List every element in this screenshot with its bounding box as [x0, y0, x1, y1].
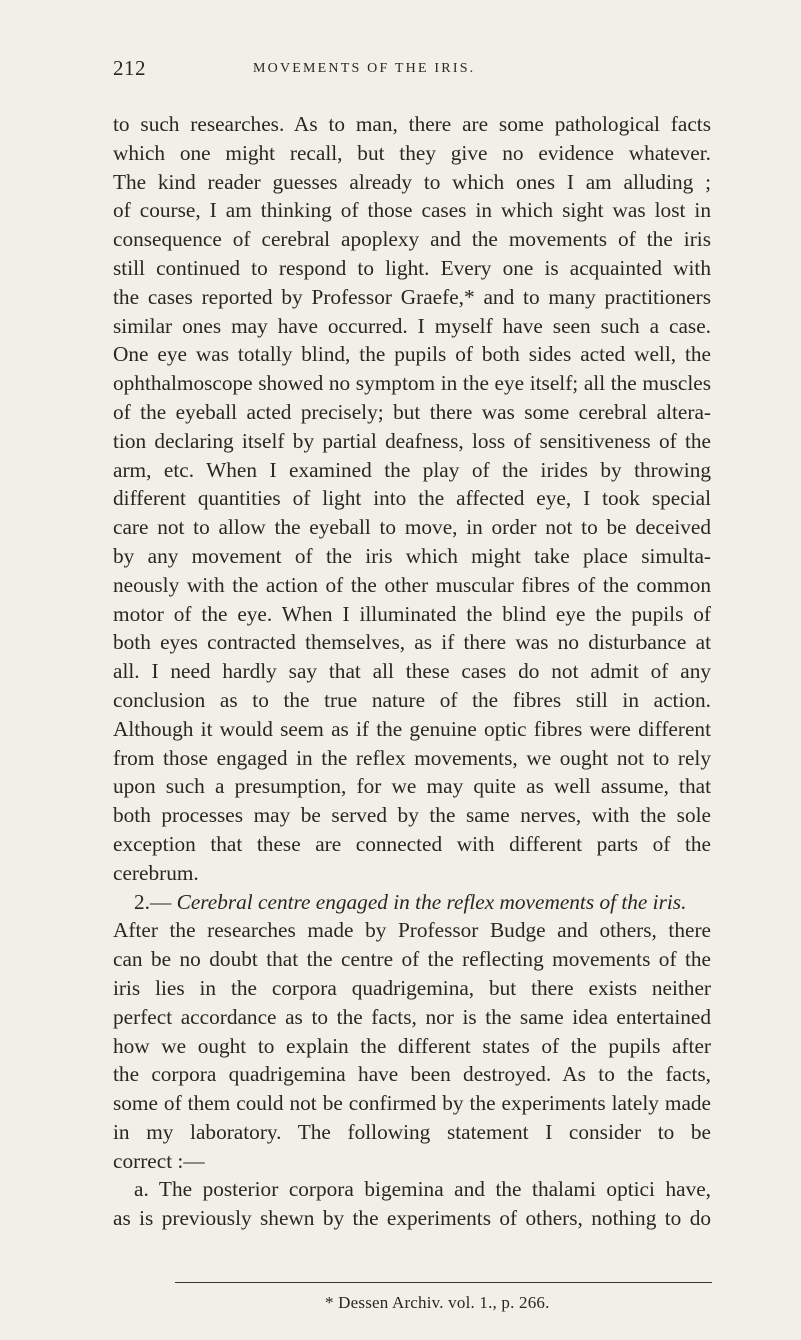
text-line: upon such a presumption, for we may quite as well assume, that [113, 774, 711, 799]
text-line: After the researches made by Professor Budge and others, there [113, 918, 711, 943]
text-line: ophthalmoscope showed no symptom in the eye itself; all the muscles [113, 371, 711, 396]
text-line: Although it would seem as if the genuine optic fibres were different [113, 716, 711, 741]
text-line: consequence of cerebral apoplexy and the movements of the iris [113, 227, 711, 252]
text-line: by any movement of the iris which might take place simulta- [113, 543, 711, 568]
text-line: which one might recall, but they give no evidence whatever. [113, 140, 711, 165]
text-line: care not to allow the eyeball to move, in order not to be deceived [113, 515, 711, 540]
footnote-divider [175, 1282, 712, 1283]
section-title: Cerebral centre engaged in the reflex movements of the iris. [176, 889, 687, 914]
text-line: arm, etc. When I examined the play of the irides by throwing [113, 457, 711, 482]
section-heading-line [113, 888, 711, 917]
text-line: tion declaring itself by partial deafness, loss of sensitiveness of the [113, 428, 711, 453]
text-line: exception that these are connected with different parts of the [113, 831, 711, 856]
text-line: all. I need hardly say that all these cases do not admit of any [113, 659, 711, 684]
text-line: of the eyeball acted precisely; but there was some cerebral altera- [113, 399, 711, 424]
text-line: the corpora quadrigemina have been destroyed. As to the facts, [113, 1062, 711, 1087]
text-line: both eyes contracted themselves, as if there was no disturbance at [113, 630, 711, 655]
text-line: One eye was totally blind, the pupils of both sides acted well, the [113, 342, 711, 367]
text-line: to such researches. As to man, there are some pathological facts [113, 112, 711, 136]
text-line: correct :— [113, 1148, 205, 1173]
text-line: some of them could not be confirmed by the experiments lately made [113, 1091, 711, 1116]
text-line: different quantities of light into the affected eye, I took special [113, 486, 711, 511]
text-line: neously with the action of the other muscular fibres of the common [113, 572, 711, 597]
text-line: the cases reported by Professor Graefe,* and to many practitioners [113, 284, 711, 309]
text-line: still continued to respond to light. Every one is acquainted with [113, 255, 711, 280]
text-line: The kind reader guesses already to which ones I am alluding ; [113, 169, 711, 194]
section-number: 2.— [134, 889, 172, 914]
text-line: cerebrum. [113, 860, 199, 885]
text-line: how we ought to explain the different states of the pupils after [113, 1033, 711, 1058]
text-line: in my laboratory. The following statement I consider to be [113, 1119, 711, 1144]
text-line: perfect accordance as to the facts, nor is the same idea entertained [113, 1004, 711, 1029]
page-number: 212 [113, 56, 146, 80]
text-line: of course, I am thinking of those cases in which sight was lost in [113, 198, 711, 223]
list-item-a: a. The posterior corpora bigemina and the thalami optici have, [134, 1177, 711, 1202]
running-head: MOVEMENTS OF THE IRIS. [253, 61, 476, 76]
body-text [113, 110, 711, 1233]
text-line: similar ones may have occurred. I myself have seen such a case. [113, 313, 711, 338]
text-line: iris lies in the corpora quadrigemina, but there exists neither [113, 975, 711, 1000]
footnote: * Dessen Archiv. vol. 1., p. 266. [325, 1293, 550, 1312]
text-line: conclusion as to the true nature of the fibres still in action. [113, 687, 711, 712]
page-header [113, 56, 713, 82]
text-line: motor of the eye. When I illuminated the blind eye the pupils of [113, 601, 711, 626]
text-line: can be no doubt that the centre of the reflecting movements of the [113, 947, 711, 972]
text-line: as is previously shewn by the experiments of others, nothing to do [113, 1206, 711, 1231]
text-line: both processes may be served by the same nerves, with the sole [113, 803, 711, 828]
text-line: from those engaged in the reflex movements, we ought not to rely [113, 745, 711, 770]
